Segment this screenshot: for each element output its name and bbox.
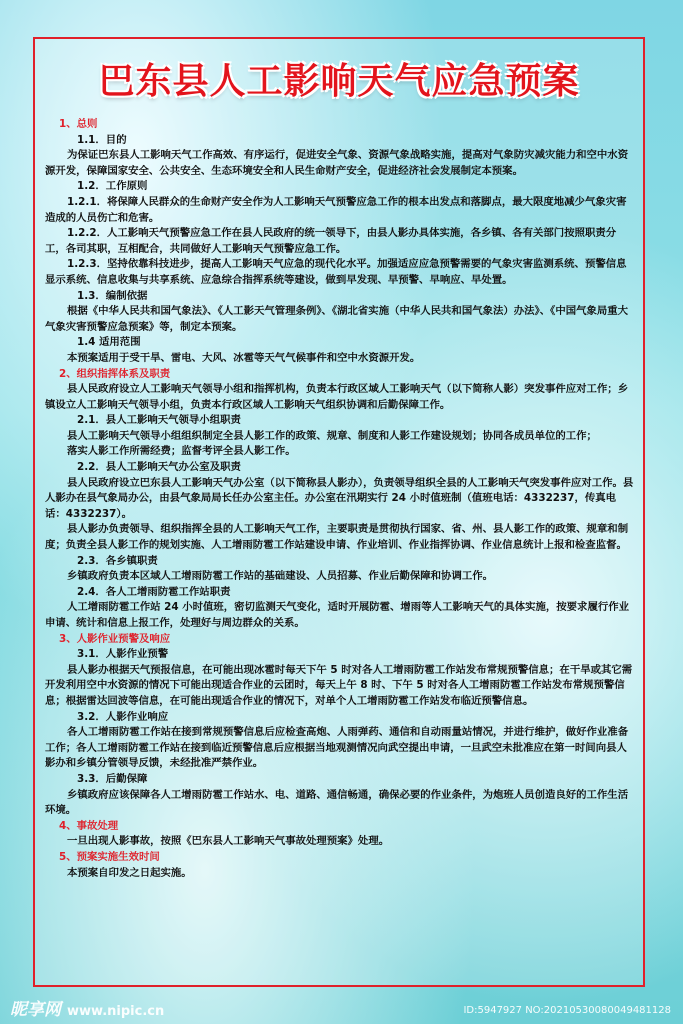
subsection-heading: 1.3．编制依据 (77, 289, 148, 302)
paragraph: 落实人影工作所需经费；监督考评全县人影工作。 (67, 445, 296, 458)
paragraph: 乡镇政府负责本区域人工增雨防雹工作站的基础建设、人员招募、作业后勤保障和协调工作。 (67, 570, 494, 583)
paragraph: 县人工影响天气领导小组组织制定全县人影工作的政策、规章、制度和人影工作建设规划；协同各成员单位的工作； (67, 429, 597, 442)
paragraph: 乡镇政府应该保障各人工增雨防雹工作站水、电、道路、通信畅通，确保必要的作业条件，为炮班人员创造良好的工作生活环境。 (45, 788, 629, 817)
site-watermark (10, 995, 164, 1020)
image-id-label: ID:5947927 NO:20210530080049481128 (463, 1005, 671, 1016)
paragraph: 县人影办根据天气预报信息，在可能出现冰雹时每天下午 5 时对各人工增雨防雹工作站发布常规预警信息；在干旱或其它需开发利用空中水资源的情况下可能出现适合作业的云团时，每天上午 8 时、下午 5 时对各人工增雨防雹工作站发布常规预警信息；根据雷达回波等信息，在可能出现适合作业的情况下，对单个人工增雨防雹工作站发布临近预警信息。 (45, 663, 633, 707)
section-heading: 2、组织指挥体系及职责 (59, 367, 171, 380)
poster-title: 巴东县人工影响天气应急预案 (98, 61, 580, 102)
paragraph: 县人民政府设立人工影响天气领导小组和指挥机构，负责本行政区域人工影响天气（以下简称人影）突发事件应对工作；乡镇设立人工影响天气领导小组，负责本行政区域人工影响天气组织协调和后勤保障工作。 (45, 383, 629, 411)
watermark-url: www.nipic.cn (67, 1004, 165, 1019)
document-body (45, 117, 635, 881)
subsection-heading: 1.4 适用范围 (77, 336, 141, 349)
paragraph: 人工增雨防雹工作站 24 小时值班，密切监测天气变化，适时开展防雹、增雨等人工影响天气的具体实施，按要求履行作业申请、统计和信息上报工作，处理好与周边群众的关系。 (45, 601, 630, 629)
subsection-heading: 3.3．后勤保障 (77, 772, 148, 785)
poster-frame (33, 37, 645, 987)
paragraph: 1.2.3．坚持依靠科技进步，提高人工影响天气应急的现代化水平。加强适应应急预警需要的气象灾害监测系统、预警信息显示系统、信息收集与共享系统、应急综合指挥系统等建设，做到早发现、早预警、早响应、早处置。 (45, 258, 627, 286)
watermark-logo: 昵享网 (10, 1000, 61, 1020)
section-heading: 4、事故处理 (59, 819, 119, 832)
subsection-heading: 2.4．各人工增雨防雹工作站职责 (77, 585, 231, 598)
subsection-heading: 2.2．县人工影响天气办公室及职责 (77, 461, 241, 474)
paragraph: 本预案适用于受干旱、雷电、大风、冰雹等天气气候事件和空中水资源开发。 (67, 351, 421, 364)
paragraph: 1.2.2．人工影响天气预警应急工作在县人民政府的统一领导下，由县人影办具体实施，各乡镇、各有关部门按照职责分工，各司其职，互相配合，共同做好人工影响天气预警应急工作。 (45, 227, 617, 255)
section-heading: 3、人影作业预警及响应 (59, 632, 171, 645)
paragraph: 县人影办负责领导、组织指挥全县的人工影响天气工作，主要职责是贯彻执行国家、省、州、县人影工作的政策、规章和制度；负责全县人影工作的规划实施、人工增雨防雹工作站建设申请、作业培训、作业指挥协调、作业信息统计上报和检查监督。 (45, 523, 629, 552)
paragraph: 根据《中华人民共和国气象法》、《人工影天气管理条例》、《湖北省实施（中华人民共和国气象法）办法》、《中国气象局重大气象灾害预警应急预案》等，制定本预案。 (45, 305, 629, 333)
subsection-heading: 1.1．目的 (77, 133, 127, 146)
paragraph: 各人工增雨防雹工作站在接到常规预警信息后应检查高炮、人雨弹药、通信和自动雨量站情况，并进行维护，做好作业准备工作；各人工增雨防雹工作站在接到临近预警信息后应根据当地观测情况向武空提出申请，一旦武空未批准应在第一时间向县人影办和乡镇分管领导反馈，未经批准严禁作业。 (45, 726, 629, 770)
subsection-heading: 2.3．各乡镇职责 (77, 554, 158, 567)
paragraph: 为保证巴东县人工影响天气工作高效、有序运行，促进安全气象、资源气象战略实施，提高对气象防灾减灾能力和空中水资源开发，保障国家安全、公共安全、生态环境安全和人民生命财产安全，促进经济社会发展制定本预案。 (45, 149, 629, 177)
subsection-heading: 2.1．县人工影响天气领导小组职责 (77, 414, 241, 427)
paragraph: 本预案自印发之日起实施。 (67, 866, 192, 879)
subsection-heading: 3.2．人影作业响应 (77, 710, 169, 723)
paragraph: 1.2.1．将保障人民群众的生命财产安全作为人工影响天气预警应急工作的根本出发点和落脚点，最大限度地减少气象灾害造成的人员伤亡和危害。 (45, 195, 627, 224)
paragraph: 一旦出现人影事故，按照《巴东县人工影响天气事故处理预案》处理。 (67, 835, 390, 848)
subsection-heading: 1.2．工作原则 (77, 180, 148, 193)
section-heading: 1、总则 (59, 118, 98, 130)
section-heading: 5、预案实施生效时间 (59, 850, 160, 863)
subsection-heading: 3.1．人影作业预警 (77, 648, 169, 661)
paragraph: 县人民政府设立巴东县人工影响天气办公室（以下简称县人影办），负责领导组织全县的人工影响天气突发事件应对工作。县人影办在县气象局办公，由县气象局局长任办公室主任。办公室在汛期实行 24 小时值班制（值班电话：4332237，传真电话：4332237）。 (45, 476, 634, 520)
